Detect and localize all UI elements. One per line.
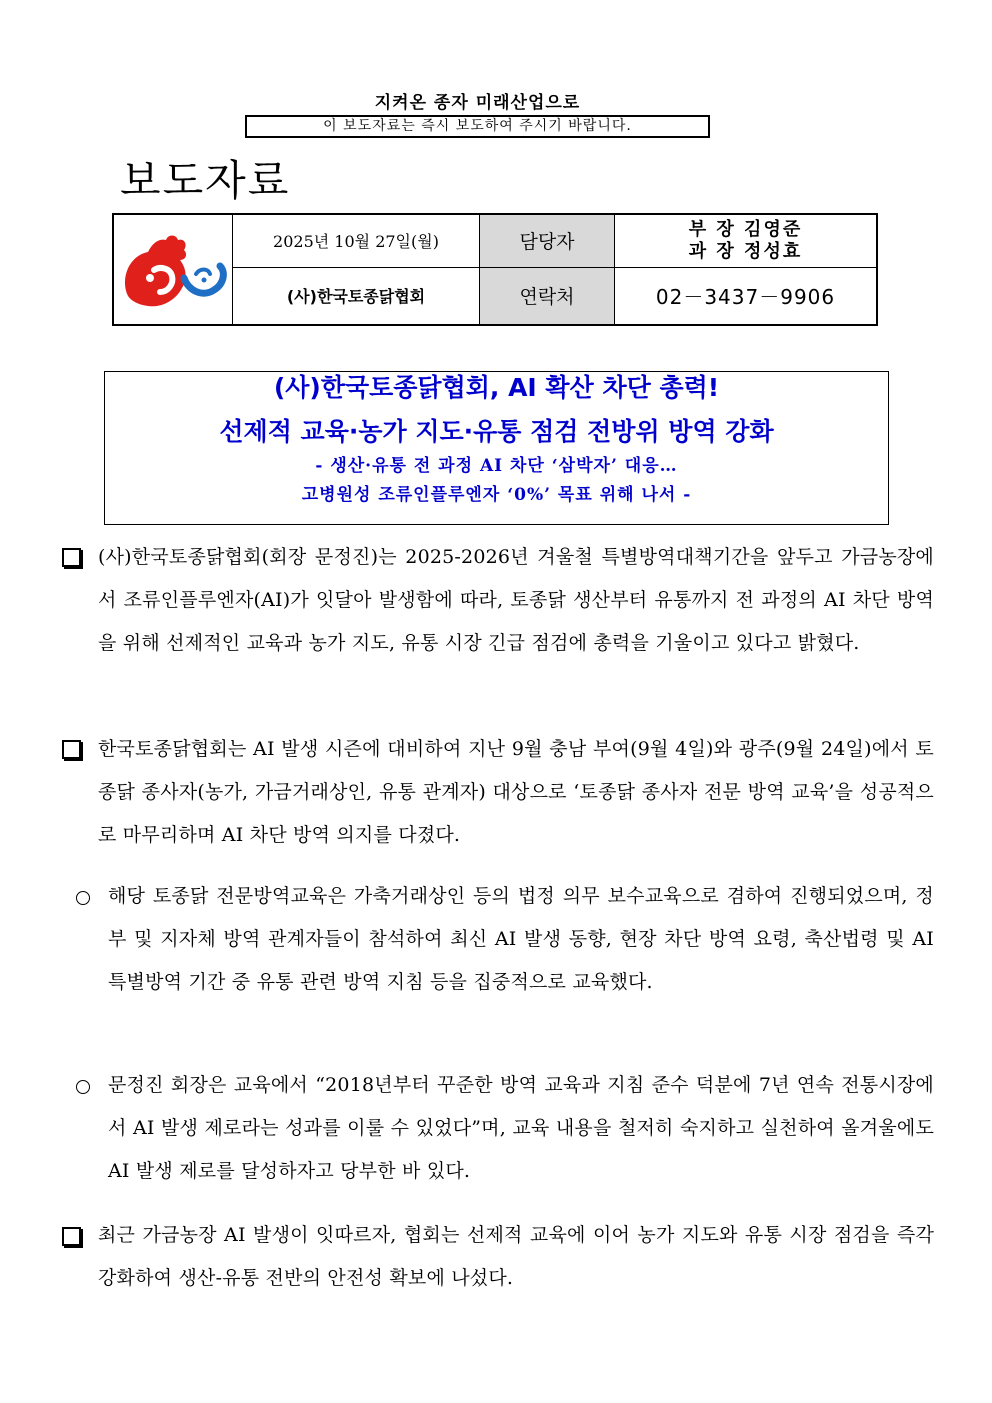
circle-bullet-icon (76, 1080, 90, 1094)
contact-person-label: 담당자 (480, 214, 615, 267)
paragraph-2: 한국토종닭협회는 AI 발생 시즌에 대비하여 지난 9월 충남 부여(9월 4일)와 광주(9월 24일)에서 토종닭 종사자(농가, 가금거래상인, 유통 관계자) 대상으로 ‘토종닭 종사자 전문 방역 교육’을 성공적으로 마무리하며 AI 차단 방역 의지를 다졌다. (98, 738, 934, 846)
headline-title-1: (사)한국토종닭협회, AI 확산 차단 총력! (273, 373, 720, 402)
headline-title-2: 선제적 교육·농가 지도·유통 점검 전방위 방역 강화 (219, 417, 774, 446)
association-logo (113, 214, 233, 325)
organization-name: (사)한국토종닭협회 (233, 267, 480, 325)
rooster-logo-icon (114, 218, 232, 318)
phone-number: 02－3437－9906 (615, 267, 878, 325)
release-date: 2025년 10월 27일(월) (233, 214, 480, 267)
square-bullet-icon (62, 1227, 81, 1246)
circle-bullet-icon (76, 891, 90, 905)
paragraph-1: (사)한국토종닭협회(회장 문정진)는 2025-2026년 겨울철 특별방역대책기간을 앞두고 가금농장에서 조류인플루엔자(AI)가 잇달아 발생함에 따라, 토종닭 생산부터 유통까지 전 과정의 AI 차단 방역을 위해 선제적인 교육과 농가 지도, 유통 시장 긴급 점검에 총력을 기울이고 있다고 밝혔다. (98, 546, 934, 654)
headline-subtitle-2: 고병원성 조류인플루엔자 ‘0%’ 목표 위해 나서 - (301, 485, 692, 505)
info-table (112, 213, 878, 326)
press-release-title: 보도자료 (120, 156, 291, 205)
square-bullet-icon (62, 548, 81, 567)
phone-label: 연락처 (480, 267, 615, 325)
paragraph-4: 문정진 회장은 교육에서 “2018년부터 꾸준한 방역 교육과 지침 준수 덕분에 7년 연속 전통시장에서 AI 발생 제로라는 성과를 이룰 수 있었다”며, 교육 내용을 철저히 숙지하고 실천하여 올겨울에도 AI 발생 제로를 달성하자고 당부한 바 있다. (108, 1074, 934, 1182)
embargo-notice: 이 보도자료는 즉시 보도하여 주시기 바랍니다. (245, 115, 710, 138)
contact-person-1: 부 장 김영준 (688, 218, 803, 240)
paragraph-5: 최근 가금농장 AI 발생이 잇따르자, 협회는 선제적 교육에 이어 농가 지도와 유통 시장 점검을 즉각 강화하여 생산-유통 전반의 안전성 확보에 나섰다. (98, 1224, 934, 1289)
headline-box (104, 371, 889, 525)
square-bullet-icon (62, 740, 81, 759)
headline-subtitle-1: - 생산·유통 전 과정 AI 차단 ‘삼박자’ 대응… (315, 456, 678, 476)
contact-person-2: 과 장 정성효 (688, 240, 803, 262)
paragraph-3: 해당 토종닭 전문방역교육은 가축거래상인 등의 법정 의무 보수교육으로 겸하여 진행되었으며, 정부 및 지자체 방역 관계자들이 참석하여 최신 AI 발생 동향, 현장 차단 방역 요령, 축산법령 및 AI 특별방역 기간 중 유통 관련 방역 지침 등을 집중적으로 교육했다. (108, 885, 934, 993)
slogan: 지켜온 종자 미래산업으로 (374, 93, 581, 113)
contact-persons (615, 214, 878, 267)
